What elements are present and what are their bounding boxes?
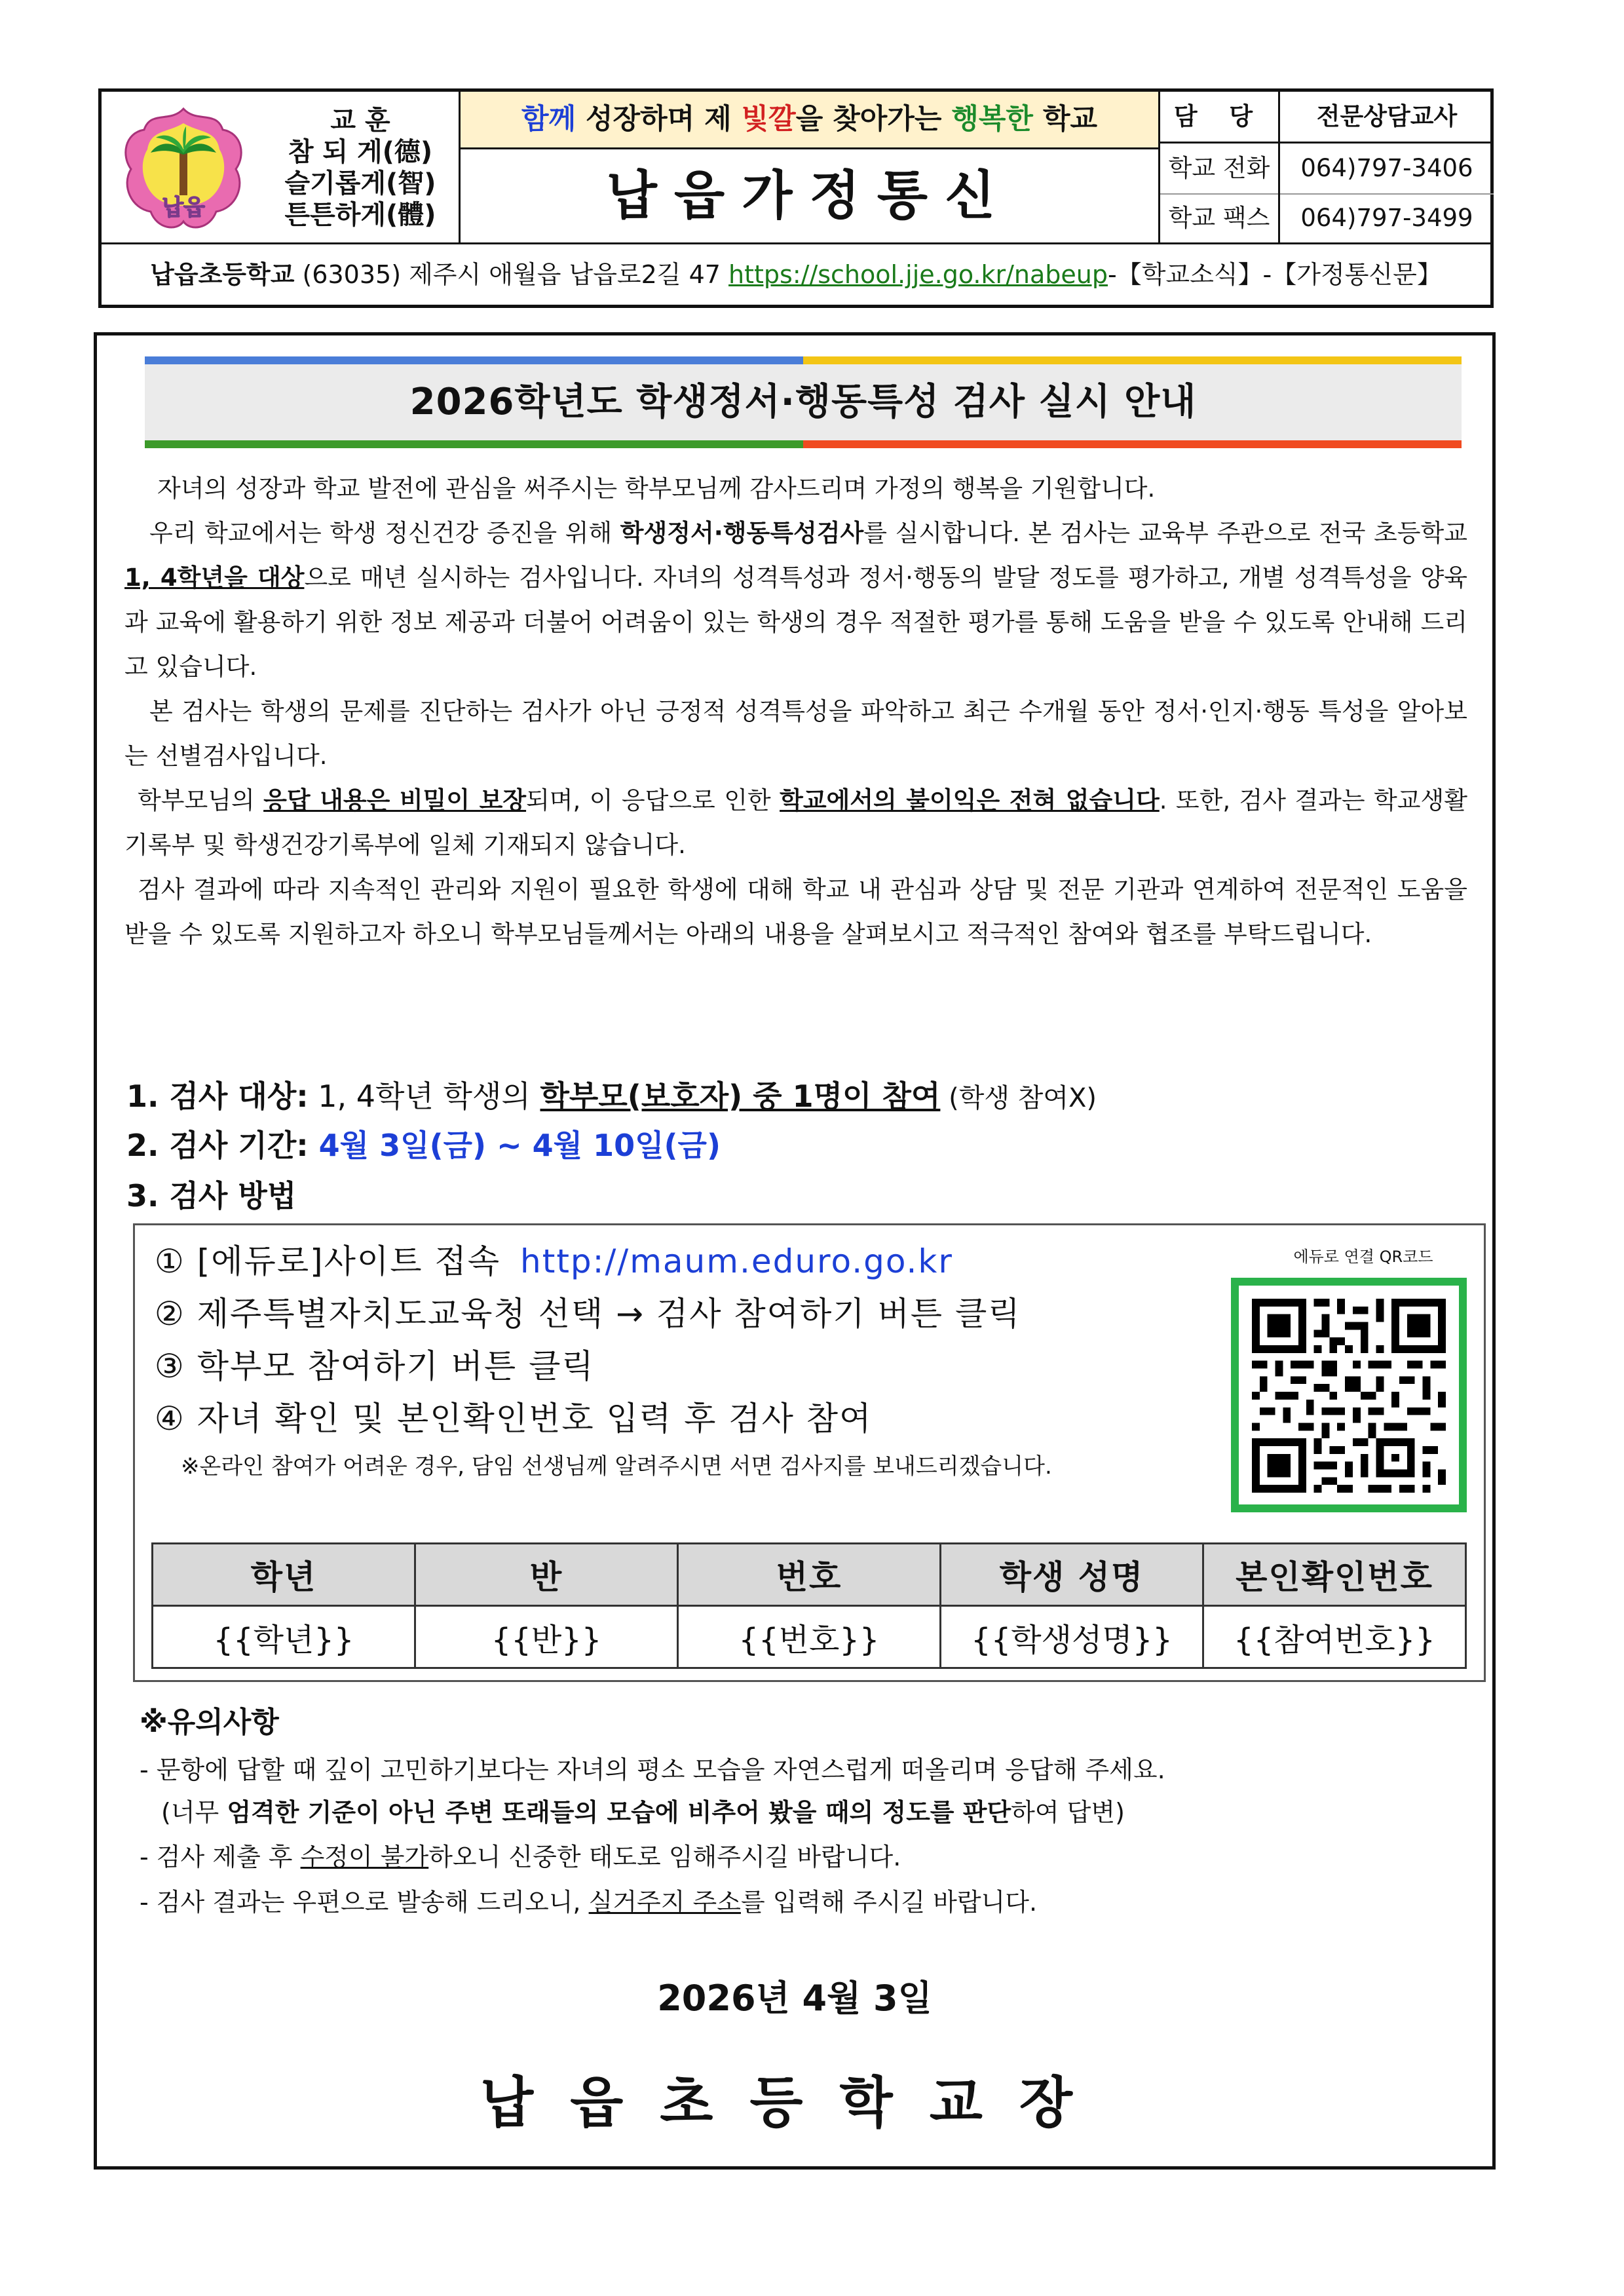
contact-row-staff	[1160, 92, 1494, 144]
title-stripe	[145, 356, 803, 364]
method-step: ③ 학부모 참여하기 버튼 클릭	[155, 1347, 595, 1385]
slogan-word: 행복한	[951, 103, 1033, 136]
notice-body	[94, 332, 1496, 2170]
offline-note: ※온라인 참여가 어려운 경우, 담임 선생님께 알려주시면 서면 검사지를 보내드리겠습니다.	[181, 1453, 1052, 1480]
newsletter-header	[98, 88, 1494, 308]
contact-value: 064)797-3406	[1300, 154, 1473, 182]
paragraph	[124, 511, 1467, 689]
contact-label: 학교 전화	[1160, 144, 1280, 193]
slogan-text: 학교	[1032, 103, 1098, 136]
motto-title: 교 훈	[330, 105, 390, 136]
table-header-cell: 반	[415, 1544, 678, 1606]
school-address: (63035) 제주시 애월읍 납읍로2길 47	[294, 260, 729, 289]
paragraph: 검사 결과에 따라 지속적인 관리와 지원이 필요한 학생에 대해 학교 내 관심과 상담 및 전문 기관과 연계하여 전문적인 도움을 받을 수 있도록 지원하고자 하오니 학부모님들께서는 아래의 내용을 살펴보시고 적극적인 참여와 협조를 부탁드립니다.	[124, 875, 1467, 948]
note-emphasis: 수정이 불가	[300, 1843, 429, 1871]
qr-label: 에듀로 연결 QR코드	[1293, 1248, 1433, 1266]
paragraph	[124, 778, 1467, 868]
section-period	[126, 1122, 721, 1165]
section-emphasis: 학부모(보호자) 중 1명이 참여	[540, 1079, 941, 1114]
table-header-cell: 학생 성명	[941, 1544, 1203, 1606]
svg-text:납읍: 납읍	[162, 195, 205, 221]
paragraph-text: 학부모님의	[138, 786, 264, 814]
contact-label: 학교 팩스	[1160, 193, 1280, 243]
method-step: ④ 자녀 확인 및 본인확인번호 입력 후 검사 참여	[155, 1400, 873, 1438]
table-cell: {{번호}}	[678, 1606, 941, 1668]
motto-line: 참 되 게(德)	[288, 137, 433, 167]
notice-paragraphs	[124, 467, 1467, 957]
section-text: 1, 4학년 학생의	[308, 1079, 540, 1114]
note-text: 를 입력해 주시길 바랍니다.	[740, 1888, 1038, 1917]
title-cell	[461, 92, 1160, 242]
emphasis-text: 응답 내용은 비밀이 보장	[263, 786, 527, 814]
notice-title-band	[145, 356, 1462, 448]
method-step: ② 제주특별자치도교육청 선택 → 검사 참여하기 버튼 클릭	[155, 1295, 1021, 1333]
school-logo-icon	[118, 104, 249, 235]
table-cell: {{참여번호}}	[1203, 1606, 1466, 1668]
method-step	[155, 1235, 953, 1282]
contact-row-phone	[1160, 144, 1494, 195]
section-method: 3. 검사 방법	[126, 1178, 297, 1214]
paragraph: 본 검사는 학생의 문제를 진단하는 검사가 아닌 긍정적 성격특성을 파악하고 최근 수개월 동안 정서·인지·행동 특성을 알아보는 선별검사입니다.	[124, 697, 1467, 770]
principal-signature: 납읍초등학교장	[480, 2071, 1109, 2135]
contact-label: 담 당	[1160, 92, 1280, 142]
school-slogan	[461, 92, 1158, 149]
section-target	[126, 1073, 1097, 1116]
note-item	[161, 1792, 1125, 1828]
note-item: - 문항에 답할 때 깊이 고민하기보다는 자녀의 평소 모습을 자연스럽게 떠올리며 응답해 주세요.	[140, 1755, 1165, 1784]
contact-row-fax	[1160, 193, 1494, 243]
qr-code-icon	[1252, 1299, 1446, 1493]
school-address-line	[102, 244, 1490, 305]
note-emphasis: 실거주지 주소	[588, 1888, 741, 1917]
section-label: 2. 검사 기간:	[126, 1128, 309, 1163]
note-text: 하여 답변)	[1011, 1798, 1125, 1827]
slogan-word: 빛깔	[741, 103, 796, 136]
paragraph-text: . 또한, 검사 결과는 학교생활기록부 및 학생건강기록부에 일체 기재되지 않습니다.	[124, 786, 1467, 859]
section-text: (학생 참여X)	[940, 1083, 1097, 1113]
notice-title: 2026학년도 학생정서·행동특성 검사 실시 안내	[145, 364, 1462, 440]
paragraph-text: 되며, 이 응답으로 인한	[526, 786, 780, 814]
section-label: 1. 검사 대상:	[126, 1079, 309, 1114]
table-header-cell: 학년	[153, 1544, 415, 1606]
logo-motto-cell	[102, 92, 461, 242]
header-top-row	[102, 92, 1490, 244]
table-row	[153, 1606, 1466, 1668]
school-name: 납읍초등학교	[150, 260, 295, 289]
school-motto	[265, 105, 455, 231]
contact-value: 전문상담교사	[1316, 102, 1458, 130]
title-stripe	[803, 440, 1462, 448]
note-item	[140, 1882, 1037, 1918]
motto-line: 튼튼하게(體)	[284, 200, 436, 230]
issue-date: 2026년 4월 3일	[657, 1978, 932, 2019]
table-cell: {{반}}	[415, 1606, 678, 1668]
emphasis-text: 학생정서·행동특성검사	[620, 519, 864, 547]
paragraph-text: 으로 매년 실시하는 검사입니다. 자녀의 성격특성과 정서·행동의 발달 정도를 평가하고, 개별 성격특성을 양육과 교육에 활용하기 위한 정보 제공과 더불어 어려움이 있는 학생의 경우 적절한 평가를 통해 도움을 받을 수 있도록 안내해 드리고 있습니다.	[124, 564, 1467, 681]
title-stripe	[803, 356, 1462, 364]
table-header-row	[153, 1544, 1466, 1606]
note-text: (너무	[161, 1798, 227, 1827]
contact-value: 064)797-3499	[1300, 204, 1473, 232]
table-header-cell: 본인확인번호	[1203, 1544, 1466, 1606]
note-text: 하오니 신중한 태도로 임해주시길 바랍니다.	[428, 1843, 901, 1871]
emphasis-text: 학교에서의 불이익은 전혀 없습니다	[780, 786, 1160, 814]
test-period: 4월 3일(금) ~ 4월 10일(금)	[318, 1128, 721, 1163]
note-text: - 검사 결과는 우편으로 발송해 드리오니,	[140, 1888, 589, 1917]
note-emphasis: 엄격한 기준이 아닌 주변 또래들의 모습에 비추어 봤을 때의 정도를 판단	[227, 1798, 1011, 1827]
table-cell: {{학년}}	[153, 1606, 415, 1668]
student-info-table	[151, 1542, 1467, 1669]
note-text: - 검사 제출 후	[140, 1843, 301, 1871]
slogan-text: 을 찾아가는	[795, 103, 952, 136]
table-cell: {{학생성명}}	[941, 1606, 1203, 1668]
title-stripe	[145, 440, 803, 448]
eduro-link[interactable]: http://maum.eduro.go.kr	[520, 1242, 953, 1280]
method-box	[133, 1223, 1486, 1682]
paragraph-text: 우리 학교에서는 학생 정신건강 증진을 위해	[149, 519, 620, 547]
table-header-cell: 번호	[678, 1544, 941, 1606]
paragraph-text: 를 실시합니다. 본 검사는 교육부 주관으로 전국 초등학교	[863, 519, 1467, 547]
school-website-link[interactable]: https://school.jje.go.kr/nabeup	[728, 260, 1108, 289]
motto-line: 슬기롭게(智)	[284, 168, 436, 199]
paragraph: 자녀의 성장과 학교 발전에 관심을 써주시는 학부모님께 감사드리며 가정의 행복을 기원합니다.	[157, 474, 1156, 503]
slogan-word: 함께	[521, 103, 576, 136]
qr-frame[interactable]	[1231, 1278, 1467, 1512]
slogan-text: 성장하며 제	[576, 103, 742, 136]
newsletter-title: 납읍가정통신	[606, 165, 1013, 226]
emphasis-text: 1, 4학년을 대상	[124, 564, 305, 592]
contact-info-cell	[1160, 92, 1494, 242]
step-text: ① [에듀로]사이트 접속	[155, 1242, 501, 1280]
website-path: -【학교소식】-【가정통신문】	[1108, 260, 1442, 289]
note-item	[140, 1837, 901, 1873]
notes-title: ※유의사항	[140, 1706, 279, 1739]
